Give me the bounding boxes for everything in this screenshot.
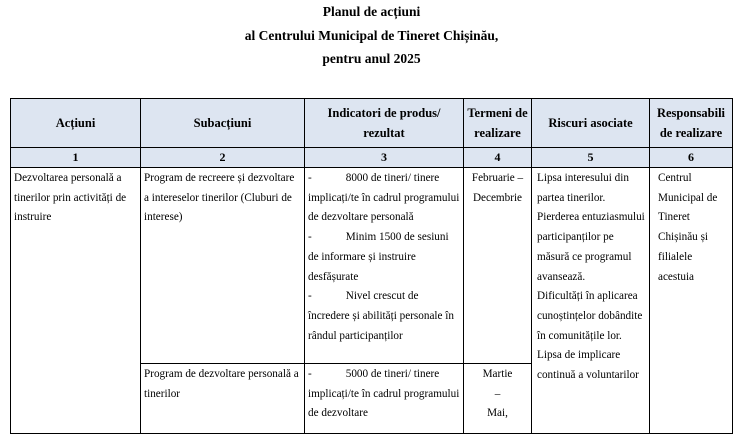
doc-title-line-2: al Centrului Municipal de Tineret Chișinău, xyxy=(244,28,499,43)
list-item xyxy=(308,169,460,228)
action-text: Dezvoltarea personală a tinerilor prin activități de instruire xyxy=(14,172,127,224)
header-riscuri-label: Riscuri asociate xyxy=(548,116,633,130)
subaction-text: Program de dezvoltare personală a tinerilor xyxy=(144,368,299,400)
header-riscuri xyxy=(532,99,650,148)
list-item xyxy=(308,287,460,346)
list-item xyxy=(308,365,460,424)
responsible-text: Centrul Municipal de Tineret Chișinău și filialele acestuia xyxy=(658,172,718,283)
table-row xyxy=(11,168,733,364)
bullet-dash: - xyxy=(308,368,312,380)
risk-item: Lipsa interesului din partea tinerilor. xyxy=(537,172,629,204)
term-cell xyxy=(464,364,532,434)
header-indicatori-line-2: rezultat xyxy=(363,126,405,140)
column-number: 3 xyxy=(305,148,464,168)
header-indicatori xyxy=(305,99,464,148)
risks-text xyxy=(532,168,649,386)
indicator-text: 5000 de tineri/ tinere implicați/te în cadrul programului de dezvoltare xyxy=(308,368,460,420)
indicator-list xyxy=(305,168,463,346)
bullet-dash: - xyxy=(308,172,312,184)
subaction-cell xyxy=(141,168,305,364)
doc-title-line-1: Planul de acțiuni xyxy=(322,4,421,19)
list-item xyxy=(308,228,460,287)
header-subactiuni-label: Subacțiuni xyxy=(193,116,252,130)
column-number: 5 xyxy=(532,148,650,168)
bullet-dash: - xyxy=(308,290,312,303)
risk-item: Lipsa de implicare continuă a voluntarilor xyxy=(537,349,639,382)
column-number: 2 xyxy=(141,148,305,168)
indicator-text: Nivel crescut de încredere și abilități personale în rândul participanților xyxy=(308,290,455,342)
bullet-dash: - xyxy=(308,231,312,244)
responsible-cell xyxy=(650,168,733,434)
subaction-text: Program de recreere și dezvoltare a intereselor tinerilor (Cluburi de interese) xyxy=(144,172,295,224)
header-row xyxy=(11,99,733,148)
doc-title-line-3: pentru anul 2025 xyxy=(322,51,421,66)
header-subactiuni xyxy=(141,99,305,148)
term-line-2: Decembrie xyxy=(472,191,523,204)
header-actiuni xyxy=(11,99,141,148)
indicator-text: 8000 de tineri/ tinere implicați/te în cadrul programului de dezvoltare personală xyxy=(308,172,460,224)
indicator-text: Minim 1500 de sesiuni de informare și instruire desfășurate xyxy=(308,231,449,283)
indicator-cell xyxy=(305,364,464,434)
risk-item: Dificultăți în aplicarea cunoștințelor dobândite în comunitățile lor. xyxy=(537,290,643,342)
header-responsabili-line-2: de realizare xyxy=(659,126,723,140)
term-line-2: – xyxy=(494,387,501,400)
column-number-row xyxy=(11,148,733,168)
action-cell xyxy=(11,168,141,434)
term-cell xyxy=(464,168,532,364)
header-termeni-line-2: realizare xyxy=(474,126,521,140)
header-indicatori-line-1: Indicatori de produs/ xyxy=(327,106,441,120)
term-line-1: Martie xyxy=(482,368,513,380)
subaction-cell xyxy=(141,364,305,434)
term-line-1: Februarie – xyxy=(471,172,524,184)
header-responsabili xyxy=(650,99,733,148)
column-number: 4 xyxy=(464,148,532,168)
indicator-cell xyxy=(305,168,464,364)
term-line-3: Mai, xyxy=(487,407,508,420)
action-plan-table xyxy=(10,98,733,434)
header-responsabili-line-1: Responsabili xyxy=(656,106,726,120)
column-number: 6 xyxy=(650,148,733,168)
header-actiuni-label: Acțiuni xyxy=(55,116,96,130)
indicator-list xyxy=(305,364,463,424)
header-termeni xyxy=(464,99,532,148)
term-text xyxy=(464,364,531,424)
risks-cell xyxy=(532,168,650,434)
term-text xyxy=(464,168,531,208)
risk-item: Pierderea entuziasmului participanților pe măsură ce programul avansează. xyxy=(537,211,645,283)
column-number: 1 xyxy=(11,148,141,168)
header-termeni-line-1: Termeni de xyxy=(467,106,528,120)
